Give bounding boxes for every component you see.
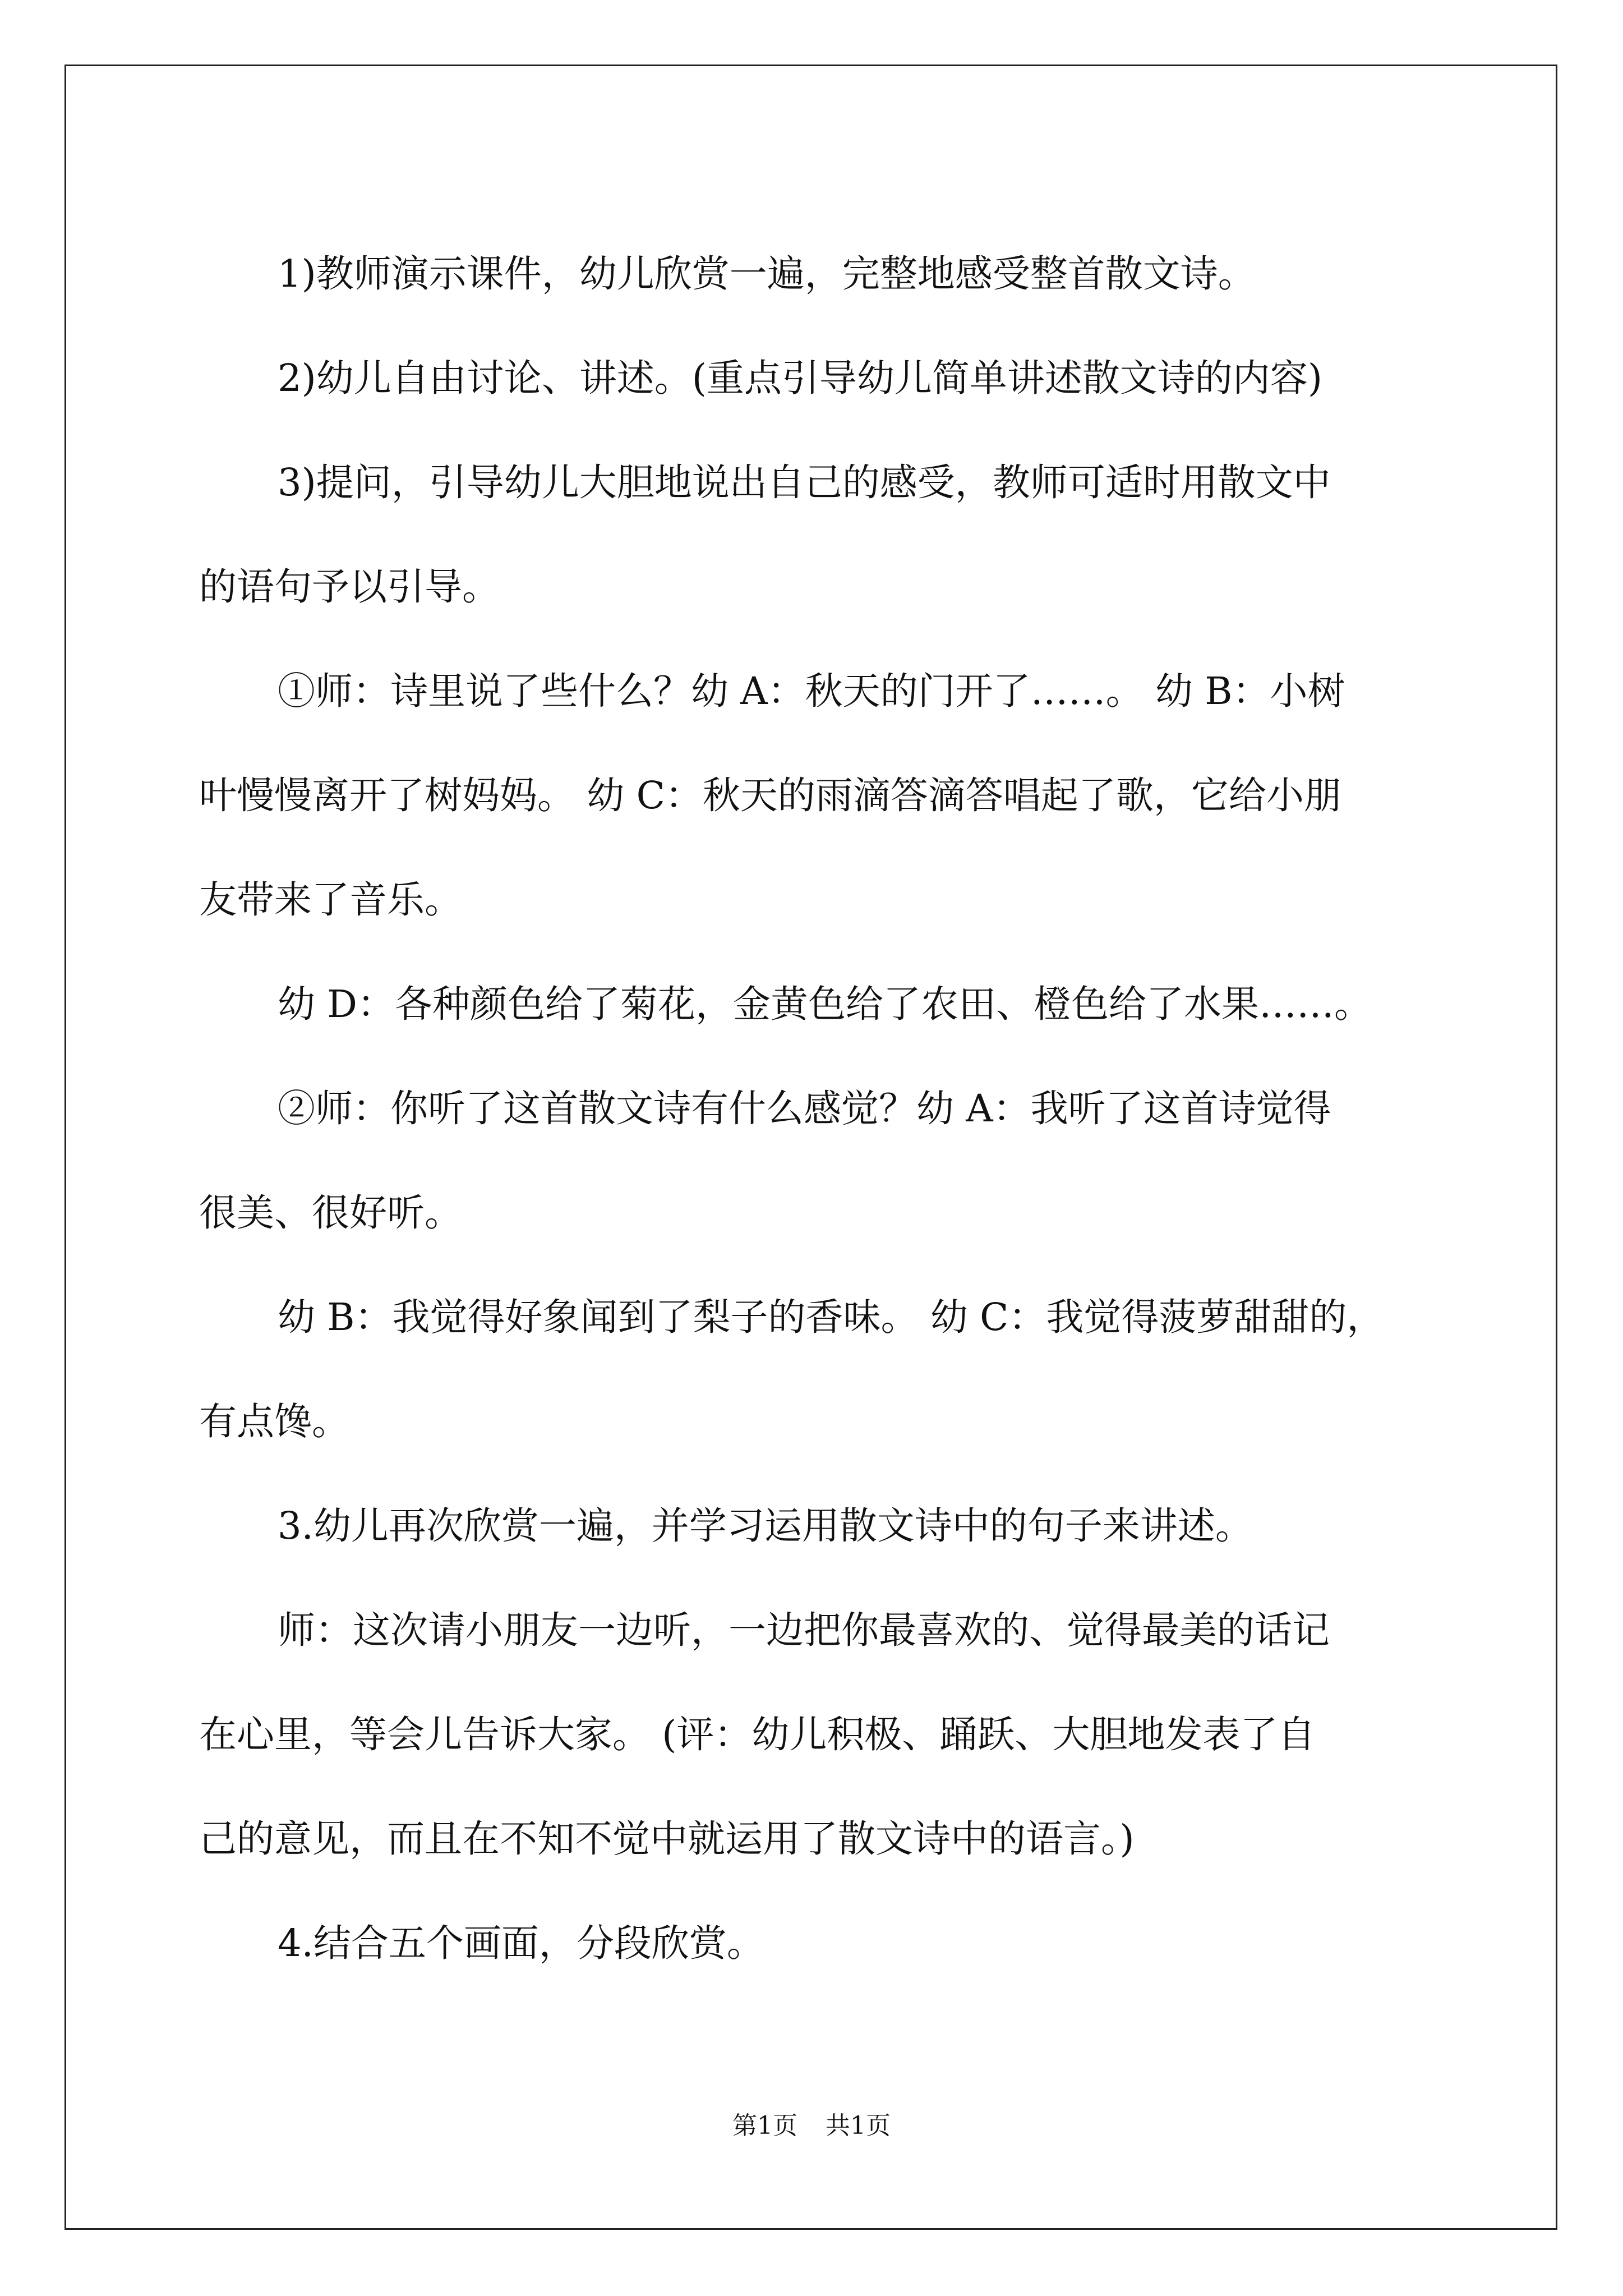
paragraph-9 xyxy=(199,1578,1444,1891)
text-line: 友带来了音乐。 xyxy=(199,878,462,922)
document-body xyxy=(199,222,1444,1995)
paragraph-6 xyxy=(199,1056,1444,1265)
paragraph-10 xyxy=(199,1891,1444,1995)
paragraph-1 xyxy=(199,222,1444,326)
text-line: 2)幼儿自由讨论、讲述。(重点引导幼儿简单讲述散文诗的内容) xyxy=(278,356,1323,400)
text-line: 的语句予以引导。 xyxy=(199,565,500,609)
text-line: 叶慢慢离开了树妈妈。 幼 C：秋天的雨滴答滴答唱起了歌，它给小朋 xyxy=(199,774,1341,817)
paragraph-4 xyxy=(199,639,1444,952)
text-line: 己的意见，而且在不知不觉中就运用了散文诗中的语言。) xyxy=(199,1817,1135,1861)
page-total: 共1页 xyxy=(826,2111,891,2140)
text-line: 3.幼儿再次欣赏一遍，并学习运用散文诗中的句子来讲述。 xyxy=(278,1504,1253,1548)
text-line: 3)提问，引导幼儿大胆地说出自己的感受，教师可适时用散文中 xyxy=(278,461,1331,504)
text-line: 在心里，等会儿告诉大家。 (评：幼儿积极、踊跃、大胆地发表了自 xyxy=(199,1713,1316,1756)
paragraph-2 xyxy=(199,326,1444,430)
text-line: 幼 B：我觉得好象闻到了梨子的香味。 幼 C：我觉得菠萝甜甜的， xyxy=(278,1295,1385,1339)
page-number: 第1页 xyxy=(732,2111,797,2140)
text-line: 有点馋。 xyxy=(199,1400,349,1443)
text-line: ②师：你听了这首散文诗有什么感觉？幼 A：我听了这首诗觉得 xyxy=(278,1087,1331,1130)
text-line: 师：这次请小朋友一边听，一边把你最喜欢的、觉得最美的话记 xyxy=(278,1608,1330,1652)
paragraph-5 xyxy=(199,952,1444,1056)
text-line: 很美、很好听。 xyxy=(199,1191,462,1235)
text-line: 4.结合五个画面，分段欣赏。 xyxy=(278,1921,764,1965)
paragraph-3 xyxy=(199,430,1444,639)
paragraph-8 xyxy=(199,1474,1444,1578)
text-line: ①师：诗里说了些什么？幼 A：秋天的门开了……。 幼 B：小树 xyxy=(278,669,1345,713)
paragraph-7 xyxy=(199,1265,1444,1474)
page-footer xyxy=(0,2109,1623,2143)
text-line: 1)教师演示课件，幼儿欣赏一遍，完整地感受整首散文诗。 xyxy=(278,252,1256,296)
text-line: 幼 D：各种颜色给了菊花，金黄色给了农田、橙色给了水果……。 xyxy=(278,982,1372,1026)
